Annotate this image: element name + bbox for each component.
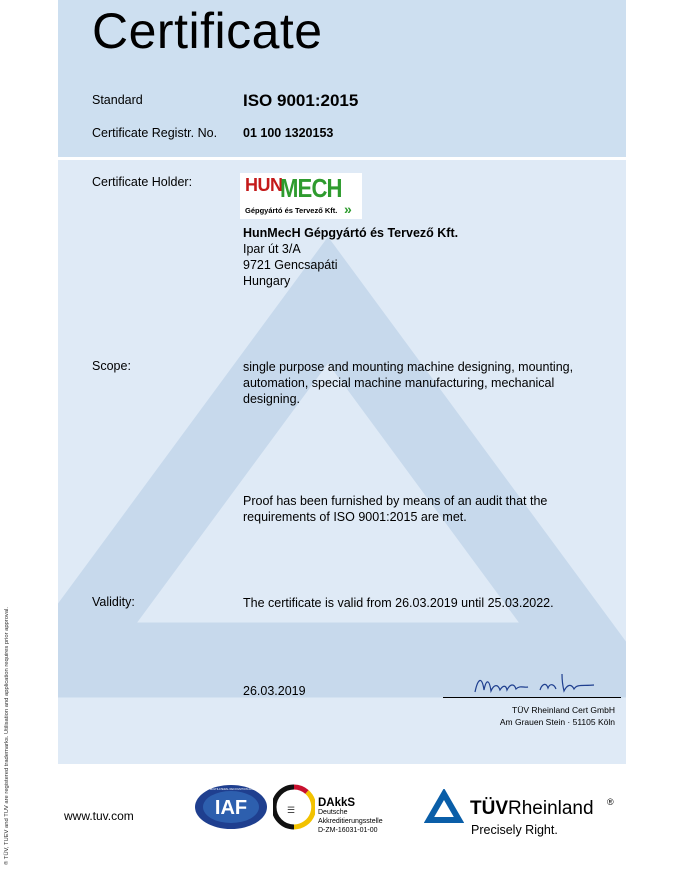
hunmech-logo (240, 173, 362, 219)
holder-address-line: Ipar út 3/A (243, 242, 301, 256)
logo-subtitle: Gépgyártó és Tervező Kft. (245, 206, 338, 215)
signature-line (443, 697, 621, 698)
logo-arrow-icon: » (344, 201, 352, 217)
dakks-line: Deutsche (318, 809, 348, 816)
validity-label: Validity: (92, 595, 135, 609)
scope-text: single purpose and mounting machine designing, mounting, automation, special machine manufacturing, mechanical designing. (243, 360, 574, 406)
registration-value: 01 100 1320153 (243, 126, 334, 140)
validity-text: The certificate is valid from 26.03.2019 until 25.03.2022. (243, 596, 554, 610)
svg-text:☰: ☰ (287, 805, 296, 815)
dakks-emblem-icon (273, 783, 315, 831)
dakks-text-block (318, 799, 383, 835)
tuv-brand-bold: TÜV (470, 798, 508, 819)
iaf-name: IAF (214, 797, 248, 819)
tuv-registered-mark: ® (607, 797, 614, 807)
dakks-line: Akkreditierungsstelle (318, 818, 383, 825)
signature-icon (470, 668, 600, 698)
tuv-slogan: Precisely Right. (471, 823, 558, 837)
standard-label: Standard (92, 93, 143, 107)
dakks-name: DAkkS (318, 797, 356, 809)
tuv-brand (470, 798, 594, 820)
holder-name: HunMecH Gépgyártó és Tervező Kft. (243, 226, 459, 240)
proof-text: Proof has been furnished by means of an audit that the requirements of ISO 9001:2015 are met. (243, 494, 548, 524)
page-title: Certificate (92, 3, 323, 59)
dakks-line: D-ZM-16031-01-00 (318, 827, 378, 834)
holder-label: Certificate Holder: (92, 175, 193, 189)
logo-mech-text: MECH (280, 173, 342, 203)
scope-label: Scope: (92, 359, 131, 373)
issuer-block (460, 704, 615, 728)
standard-value: ISO 9001:2015 (243, 91, 359, 110)
holder-address-line: Hungary (243, 274, 291, 288)
registration-label: Certificate Registr. No. (92, 126, 218, 140)
iaf-ring-text: MEMBER OF MULTILATERAL RECOGNITION ARRANGEMENT (193, 788, 269, 791)
holder-address-line: 9721 Gencsapáti (243, 258, 338, 272)
issuer-address: Am Grauen Stein · 51105 Köln (499, 717, 615, 727)
iaf-logo (193, 783, 269, 831)
issue-date: 26.03.2019 (243, 684, 306, 698)
tuv-triangle-icon (424, 789, 464, 825)
issuer-name: TÜV Rheinland Cert GmbH (512, 705, 615, 715)
tuv-brand-rest: Rheinland (508, 798, 594, 819)
tuv-url[interactable]: www.tuv.com (64, 809, 134, 823)
logo-hun-text: HUN (245, 175, 283, 195)
trademark-note: ® TÜV, TUEV and TUV are registered trademarks. Utilisation and application requires prior approval. (4, 607, 10, 865)
